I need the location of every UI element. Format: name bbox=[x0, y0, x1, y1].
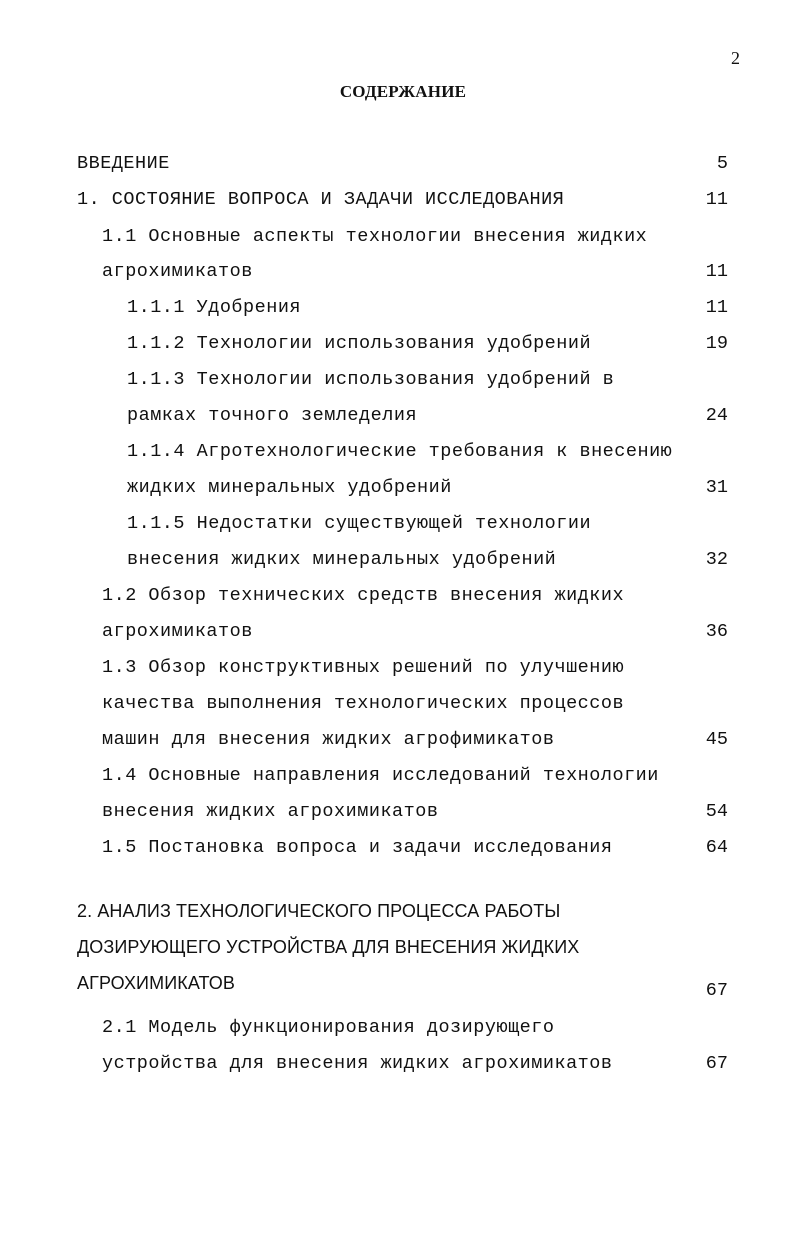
toc-page-number: 45 bbox=[705, 729, 728, 750]
toc-entry-1-1-4: 1.1.4 Агротехнологические требования к внесению bbox=[127, 441, 673, 462]
toc-entry-chapter-2-cont: АГРОХИМИКАТОВ bbox=[77, 973, 236, 993]
toc-page-number: 67 bbox=[705, 980, 728, 1001]
toc-entry-1-4: 1.4 Основные направления исследований технологии bbox=[102, 765, 659, 786]
toc-entry-1-1: 1.1 Основные аспекты технологии внесения жидких bbox=[102, 226, 648, 247]
toc-entry-1-1-1: 1.1.1 Удобрения bbox=[127, 297, 302, 318]
toc-page-number: 11 bbox=[705, 261, 728, 282]
toc-entry-1-1-cont: агрохимикатов bbox=[102, 261, 253, 282]
toc-page-number: 31 bbox=[705, 477, 728, 498]
toc-entry-1-1-5-cont: внесения жидких минеральных удобрений bbox=[127, 549, 557, 570]
toc-entry-chapter-2-cont: ДОЗИРУЮЩЕГО УСТРОЙСТВА ДЛЯ ВНЕСЕНИЯ ЖИДКИХ bbox=[77, 937, 580, 957]
toc-entry-1-1-3: 1.1.3 Технологии использования удобрений в bbox=[127, 369, 615, 390]
toc-page-number: 32 bbox=[705, 549, 728, 570]
toc-page-number: 5 bbox=[716, 153, 728, 174]
page-number: 2 bbox=[731, 48, 740, 68]
toc-entry-2-1: 2.1 Модель функционирования дозирующего bbox=[102, 1017, 555, 1038]
toc-page-number: 54 bbox=[705, 801, 728, 822]
toc-page-number: 64 bbox=[705, 837, 728, 858]
toc-entry-1-1-3-cont: рамках точного земледелия bbox=[127, 405, 418, 426]
toc-entry-1-1-2: 1.1.2 Технологии использования удобрений bbox=[127, 333, 592, 354]
toc-page-number: 19 bbox=[705, 333, 728, 354]
toc-entry-1-2-cont: агрохимикатов bbox=[102, 621, 253, 642]
toc-page-number: 24 bbox=[705, 405, 728, 426]
toc-page-number: 36 bbox=[705, 621, 728, 642]
toc-entry-2-1-cont: устройства для внесения жидких агрохимикатов bbox=[102, 1053, 613, 1074]
toc-entry-1-5: 1.5 Постановка вопроса и задачи исследования bbox=[102, 837, 613, 858]
toc-entry-1-4-cont: внесения жидких агрохимикатов bbox=[102, 801, 439, 822]
toc-entry-chapter-2: 2. АНАЛИЗ ТЕХНОЛОГИЧЕСКОГО ПРОЦЕССА РАБОТЫ bbox=[77, 901, 561, 921]
toc-entry-1-3-cont: машин для внесения жидких агрофимикатов bbox=[102, 729, 555, 750]
toc-entry-1-2: 1.2 Обзор технических средств внесения жидких bbox=[102, 585, 625, 606]
toc-page-number: 67 bbox=[705, 1053, 728, 1074]
toc-entry-1-1-4-cont: жидких минеральных удобрений bbox=[127, 477, 452, 498]
toc-page-number: 11 bbox=[705, 297, 728, 318]
toc-entry-introduction: ВВЕДЕНИЕ bbox=[77, 153, 170, 174]
page-title: СОДЕРЖАНИЕ bbox=[339, 82, 467, 101]
toc-entry-chapter-1: 1. СОСТОЯНИЕ ВОПРОСА И ЗАДАЧИ ИССЛЕДОВАНИЯ bbox=[77, 189, 565, 210]
toc-page-number: 11 bbox=[705, 189, 728, 210]
toc-entry-1-1-5: 1.1.5 Недостатки существующей технологии bbox=[127, 513, 592, 534]
toc-entry-1-3-cont: качества выполнения технологических процессов bbox=[102, 693, 625, 714]
toc-entry-1-3: 1.3 Обзор конструктивных решений по улучшению bbox=[102, 657, 625, 678]
